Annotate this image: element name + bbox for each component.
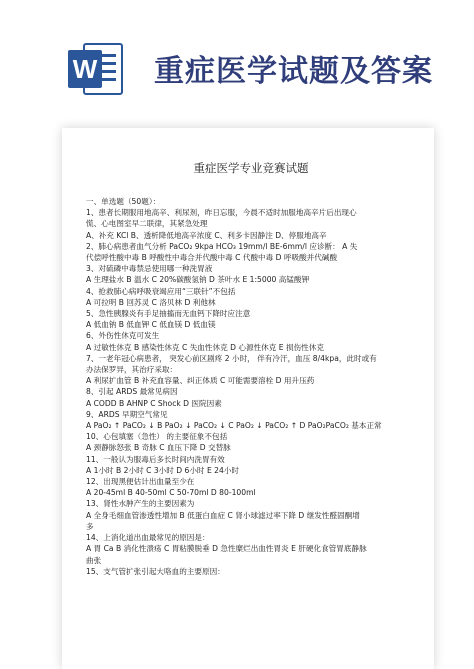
document-line: 14、上消化道出血最常见的原因是：: [86, 533, 210, 543]
document-line: 9、ARDS 早期空气常见: [86, 409, 168, 419]
document-line: 一、单选题（50题）：: [86, 197, 161, 206]
document-line: A 低血钠 B 低血钾 C 低血镁 D 低血镁: [86, 320, 216, 330]
banner-title: 重症医学试题及答案: [154, 54, 433, 89]
document-line: 3、对硫磷中毒禁忌使用哪一种洗胃液: [86, 264, 213, 274]
document-page: [62, 128, 434, 669]
document-line: A 全身毛细血管渗透性增加 B 低蛋白血症 C 肾小球滤过率下降 D 继发性醛固酮增: [86, 510, 360, 520]
document-line: 1、患者长期服用地高辛、利尿剂，昨日忘服，今晨不适时加服地高辛片后出现心: [86, 208, 357, 218]
document-line: 11、一般认为服毒后多长时间内洗胃有效: [86, 454, 225, 464]
document-title: 重症医学专业竞赛试题: [193, 161, 309, 175]
document-line: 2、肺心病患者血气分析 PaCO₂ 9kpa HCO₃ 19mm/l BE-6mm/l 应诊断： A 失: [86, 241, 358, 251]
document-line: 多: [86, 521, 94, 531]
document-line: A PaO₂ ↑ PaCO₂ ↓ B PaO₂ ↓ PaCO₂ ↓ C PaO₂ ↓ PaCO₂ ↑ D PaO₂PaCO₂ 基本正常: [86, 421, 382, 431]
document-line: 12、出现黑便估计出血量至少在: [86, 477, 195, 487]
document-line: A 过敏性休克 B 感染性休克 C 失血性休克 D 心源性休克 E 损伤性休克: [86, 342, 324, 352]
word-document-icon: [68, 40, 124, 98]
document-line: A 颈静脉怒张 B 奇脉 C 血压下降 D 交替脉: [86, 443, 231, 453]
document-line: 8、引起 ARDS 最常见病因: [86, 387, 178, 397]
document-line: A、补充 KCl B、透析降低地高辛浓度 C、利多卡因静注 D、停服地高辛: [86, 230, 327, 240]
question-list: [86, 196, 416, 577]
document-line: A 可拉明 B 回苏灵 C 洛贝林 D 利他林: [86, 297, 216, 307]
document-line: 10、心包填塞（急性） 的主要征象不包括: [86, 432, 228, 442]
document-line: 曲张: [86, 555, 102, 565]
document-line: 4、抢救肺心病呼吸衰竭应用“三联针”不包括: [86, 286, 236, 296]
document-line: 15、支气管扩张引起大咯血的主要原因：: [86, 566, 225, 576]
document-line: A 生理盐水 B 温水 C 20%碳酸氢钠 D 茶叶水 E 1:5000 高锰酸钾: [86, 275, 310, 285]
document-line: 代偿呼性酸中毒 B 呼酸性中毒合并代酸中毒 C 代酸中毒 D 呼吸酸并代碱酸: [86, 253, 338, 263]
document-body: [86, 146, 416, 577]
document-line: A 20-45ml B 40-50ml C 50-70ml D 80-100ml: [86, 488, 256, 498]
document-line: 5、急性胰腺炎有手足抽搐而无血钙下降时应注意: [86, 309, 251, 319]
banner: [0, 0, 474, 112]
document-line: 13、肾性水肿产生的主要因素为: [86, 499, 195, 509]
document-line: A 胃 Ca B 消化性溃疡 C 胃粘膜脱垂 D 急性糜烂出血性胃炎 E 肝硬化食管胃底静脉: [86, 544, 367, 554]
document-line: 7、一老年冠心病患者， 突发心前区剧疼 2 小时， 伴有冷汗，血压 8/4kpa，此时或有: [86, 353, 377, 363]
document-line: A CODD B AHNP C Shock D 医院因素: [86, 398, 222, 408]
document-line: 慌、心电图室早二联律，其紧急处理: [86, 219, 208, 229]
document-line: 办法保罗异，其治疗采取：: [86, 365, 178, 375]
logo-letter: W: [72, 54, 98, 84]
document-line: A 利尿扩血管 B 补充血容量、纠正体质 C 可能需要溶栓 D 用升压药: [86, 376, 315, 386]
document-line: A 1小时 B 2小时 C 3小时 D 6小时 E 24小时: [86, 465, 240, 475]
document-line: 6、外伤性休克可发生: [86, 331, 160, 341]
